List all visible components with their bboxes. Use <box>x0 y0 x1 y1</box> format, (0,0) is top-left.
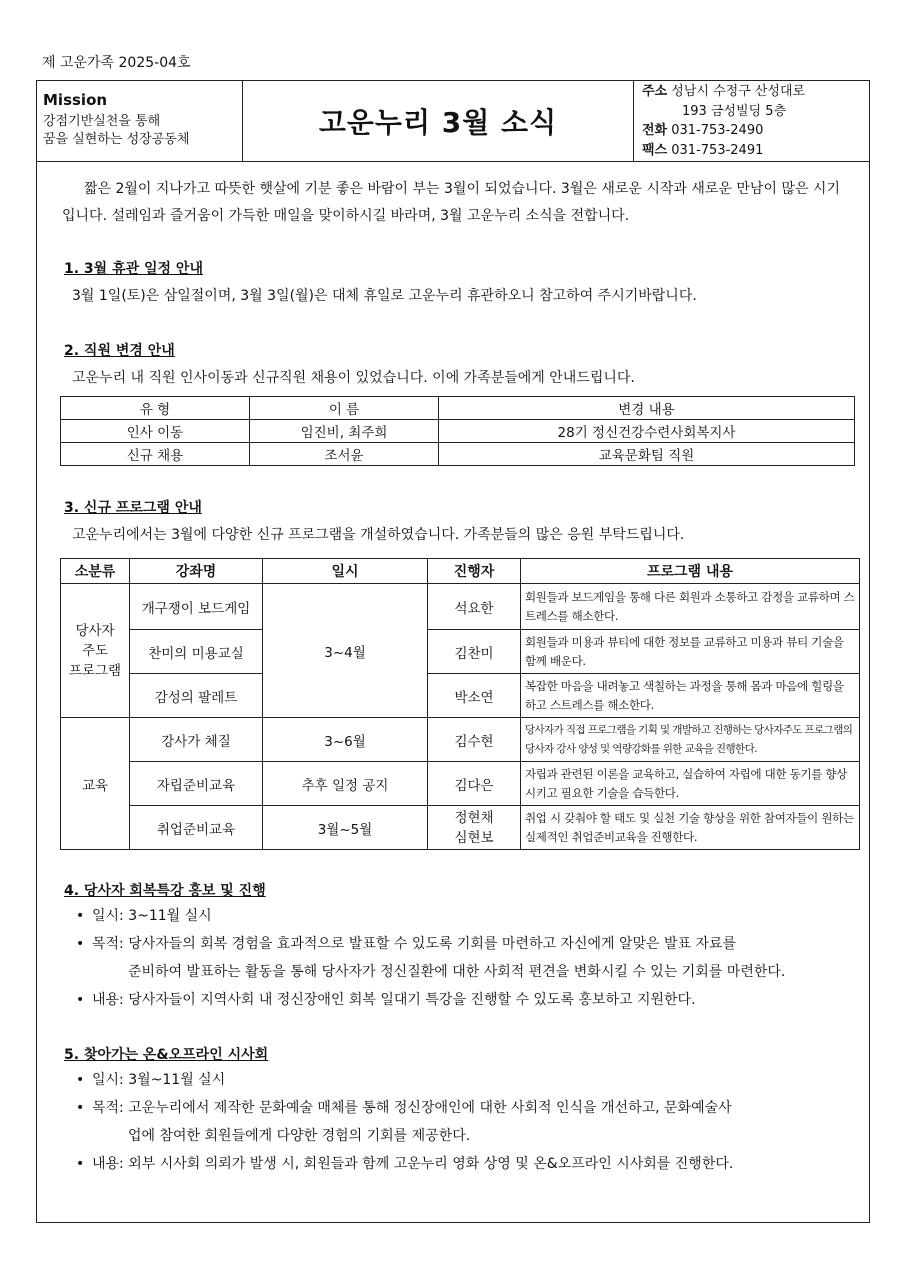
table-cell: 조서윤 <box>250 443 439 466</box>
program-name: 감성의 팔레트 <box>130 674 263 718</box>
program-leader: 김찬미 <box>428 630 521 674</box>
section-1-text: 3월 1일(토)은 삼일절이며, 3월 3일(월)은 대체 휴일로 고운누리 휴관하오니 참고하여 주시기바랍니다. <box>72 288 697 304</box>
program-table <box>60 558 860 850</box>
table-row <box>61 806 860 850</box>
address-line-1: 성남시 수정구 산성대로 <box>671 84 806 99</box>
section-3-text: 고운누리에서는 3월에 다양한 신규 프로그램을 개설하였습니다. 가족분들의 많은 응원 부탁드립니다. <box>72 527 685 543</box>
newsletter-title: 고운누리 3월 소식 <box>242 80 634 162</box>
program-leader: 석요한 <box>428 584 521 630</box>
table-cell: 인사 이동 <box>61 420 250 443</box>
table-header-cell: 일시 <box>263 559 428 584</box>
table-cell: 교육문화팀 직원 <box>439 443 855 466</box>
program-name: 찬미의 미용교실 <box>130 630 263 674</box>
address-line-2: 193 금성빌딩 5층 <box>682 103 787 119</box>
table-row <box>61 718 860 762</box>
table-cell: 신규 채용 <box>61 443 250 466</box>
list-item: • 내용: 당사자들이 지역사회 내 정신장애인 회복 일대기 특강을 진행할 수 있도록 홍보하고 지원한다. <box>76 986 856 1014</box>
table-header-cell: 강좌명 <box>130 559 263 584</box>
table-row <box>61 584 860 630</box>
table-header-cell: 진행자 <box>428 559 521 584</box>
tel-number: 031-753-2490 <box>671 123 764 138</box>
table-header-row <box>61 559 860 584</box>
list-item: • 목적: 고운누리에서 제작한 문화예술 매체를 통해 정신장애인에 대한 사회적 인식을 개선하고, 문화예술사 <box>76 1094 856 1122</box>
table-header-cell: 이 름 <box>250 397 439 420</box>
table-row <box>61 762 860 806</box>
program-date: 3월~5월 <box>263 806 428 850</box>
list-item: • 내용: 외부 시사회 의뢰가 발생 시, 회원들과 함께 고운누리 영화 상영 및 온&오프라인 시사회를 진행한다. <box>76 1150 856 1178</box>
program-name: 취업준비교육 <box>130 806 263 850</box>
program-date: 3~6월 <box>263 718 428 762</box>
program-description: 회원들과 미용과 뷰티에 대한 정보를 교류하고 미용과 뷰티 기술을 함께 배운다. <box>521 630 860 674</box>
table-header-cell: 유 형 <box>61 397 250 420</box>
section-5-list <box>76 1066 856 1178</box>
program-date: 추후 일정 공지 <box>263 762 428 806</box>
section-1-title: 1. 3월 휴관 일정 안내 <box>64 261 203 277</box>
mission-label: Mission <box>43 91 108 109</box>
table-cell: 28기 정신건강수련사회복지사 <box>439 420 855 443</box>
program-name: 강사가 체질 <box>130 718 263 762</box>
issue-number: 제 고운가족 2025-04호 <box>42 55 191 71</box>
fax-number: 031-753-2491 <box>671 142 764 158</box>
program-leader: 정현채 심현보 <box>428 806 521 850</box>
program-leader: 박소연 <box>428 674 521 718</box>
section-5-title: 5. 찾아가는 온&오프라인 시사회 <box>64 1047 269 1063</box>
table-row <box>61 630 860 674</box>
program-description: 취업 시 갖춰야 할 태도 및 실천 기술 향상을 위한 참여자들이 원하는 실제적인 취업준비교육을 진행한다. <box>521 806 860 850</box>
mission-line-1: 강점기반실천을 통해 <box>43 114 161 129</box>
tel-label: 전화 <box>642 123 668 138</box>
contact-box <box>633 80 870 162</box>
intro-paragraph: 짧은 2월이 지나가고 따뜻한 햇살에 기분 좋은 바람이 부는 3월이 되었습니다. 3월은 새로운 시작과 새로운 만남이 많은 시기입니다. 설레임과 즐거움이 가득한 매일을 맞이하시길 바라며, 3월 고운누리 소식을 전합니다. <box>62 181 840 224</box>
program-description: 복잡한 마음을 내려놓고 색칠하는 과정을 통해 몸과 마음에 힐링을 하고 스트레스를 해소한다. <box>521 674 860 718</box>
program-name: 자립준비교육 <box>130 762 263 806</box>
list-item: • 목적: 당사자들의 회복 경험을 효과적으로 발표할 수 있도록 기회를 마련하고 자신에게 알맞은 발표 자료를 <box>76 930 856 958</box>
program-category: 교육 <box>61 718 130 850</box>
section-4-list <box>76 902 856 1014</box>
list-item-continuation: 업에 참여한 회원들에게 다양한 경험의 기회를 제공한다. <box>128 1128 471 1144</box>
table-cell: 임진비, 최주희 <box>250 420 439 443</box>
program-category: 당사자 주도 프로그램 <box>61 584 130 718</box>
fax-label: 팩스 <box>642 142 668 158</box>
section-2-text: 고운누리 내 직원 인사이동과 신규직원 채용이 있었습니다. 이에 가족분들에게 안내드립니다. <box>72 370 635 386</box>
mission-line-2: 꿈을 실현하는 성장공동체 <box>43 132 190 147</box>
list-item: • 일시: 3월~11월 실시 <box>76 1066 856 1094</box>
program-leader: 김수현 <box>428 718 521 762</box>
address-label: 주소 <box>642 84 668 99</box>
program-name: 개구쟁이 보드게임 <box>130 584 263 630</box>
list-item-continuation: 준비하여 발표하는 활동을 통해 당사자가 정신질환에 대한 사회적 편견을 변화시킬 수 있는 기회를 마련한다. <box>128 964 786 980</box>
section-2-title: 2. 직원 변경 안내 <box>64 343 175 359</box>
section-4-title: 4. 당사자 회복특강 홍보 및 진행 <box>64 883 266 899</box>
program-leader: 김다은 <box>428 762 521 806</box>
program-description: 회원들과 보드게임을 통해 다른 회원과 소통하고 감정을 교류하며 스트레스를 해소한다. <box>521 584 860 630</box>
table-row <box>61 420 855 443</box>
program-description: 자립과 관련된 이론을 교육하고, 실습하여 자립에 대한 동기를 향상 시키고 필요한 기술을 습득한다. <box>521 762 860 806</box>
table-header-cell: 프로그램 내용 <box>521 559 860 584</box>
program-date: 3~4월 <box>263 584 428 718</box>
mission-box <box>36 80 243 162</box>
table-header-cell: 변경 내용 <box>439 397 855 420</box>
table-header-cell: 소분류 <box>61 559 130 584</box>
table-header-row <box>61 397 855 420</box>
table-row <box>61 674 860 718</box>
staff-change-table <box>60 396 855 466</box>
list-item: • 일시: 3~11월 실시 <box>76 902 856 930</box>
section-3-title: 3. 신규 프로그램 안내 <box>64 500 202 516</box>
table-row <box>61 443 855 466</box>
program-description: 당사자가 직접 프로그램을 기획 및 개발하고 진행하는 당사자주도 프로그램의 당사자 강사 양성 및 역량강화를 위한 교육을 진행한다. <box>521 718 860 762</box>
